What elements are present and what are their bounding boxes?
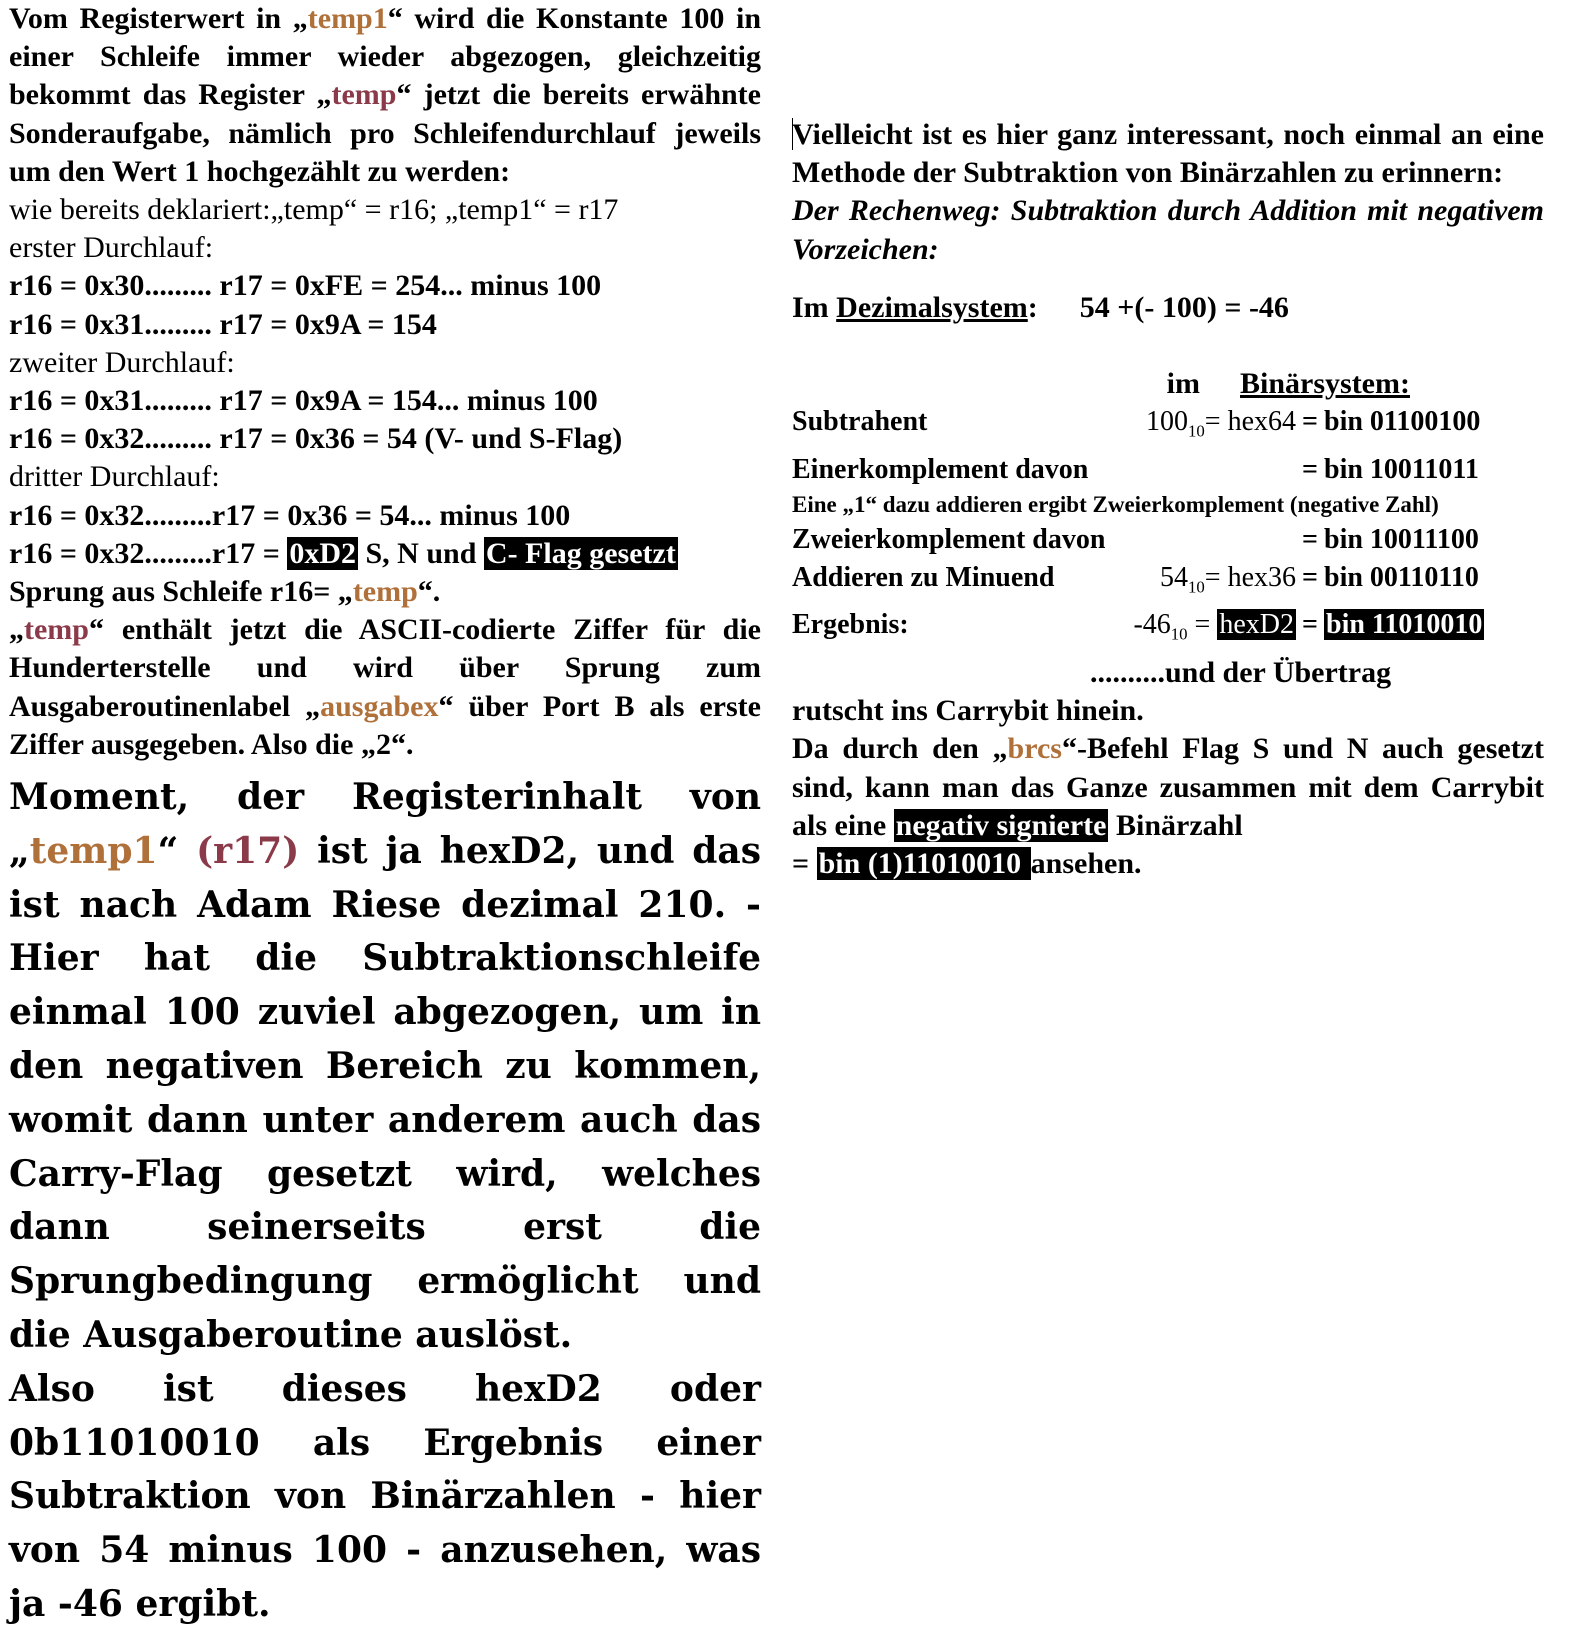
pass-1-label: erster Durchlauf:: [9, 231, 214, 265]
row-label: Zweierkomplement davon: [792, 523, 1106, 555]
text-run: im: [1166, 367, 1200, 401]
add-minuend-row: [792, 559, 1544, 607]
text-run: 54: [1160, 561, 1188, 593]
text-run: S, N und: [358, 536, 484, 570]
jump-line: [9, 573, 761, 611]
text-run: = hex36: [1204, 561, 1296, 593]
text-run: :: [1027, 290, 1038, 324]
text-run: ansehen.: [1030, 847, 1142, 881]
highlight-hexd2: hexD2: [1219, 609, 1294, 641]
keyword-ausgabex: ausgabex: [320, 689, 439, 723]
decimal-system-label: Dezimalsystem: [836, 290, 1028, 324]
row-label: Einerkomplement davon: [792, 453, 1089, 485]
base-subscript: 10: [1170, 625, 1188, 644]
text-run: “: [157, 829, 197, 872]
text-run: “.: [417, 575, 441, 609]
text-run: „: [9, 613, 24, 647]
keyword-r17: (r17): [196, 829, 300, 872]
row-binary: bin 10011100: [1324, 523, 1479, 555]
text-run: 100: [1146, 406, 1188, 438]
result-paragraph: Also ist dieses hexD2 oder 0b11010010 als Ergebnis einer Subtraktion von Binärzahlen - hier von 54 minus 100 - anzusehen, was ja -46 ergibt.: [9, 1367, 761, 1626]
row-label: Ergebnis:: [792, 609, 909, 641]
right-column: [792, 0, 1544, 883]
pass-1-line-2: r16 = 0x31......... r17 = 0x9A = 154: [9, 307, 437, 341]
decimal-line: [792, 289, 1544, 327]
pass-2-line-1: r16 = 0x31......... r17 = 0x9A = 154... minus 100: [9, 384, 598, 418]
ones-complement-row: [792, 451, 1544, 489]
row-decimal: [1106, 606, 1296, 654]
text-run: “ wird die Konstante 100 in einer Schleife immer wieder abgezogen, gleichzeitig bekommt das Register „: [9, 2, 762, 112]
keyword-brcs: brcs: [1007, 732, 1062, 766]
brcs-paragraph: [792, 730, 1544, 883]
pass-3-line-2: [9, 535, 761, 573]
text-run: =: [792, 847, 817, 881]
keyword-temp1: temp1: [29, 829, 158, 872]
pass-3-label: dritter Durchlauf:: [9, 460, 220, 494]
left-column: [9, 0, 761, 1632]
text-run: “-Befehl Flag S und N auch gesetzt sind, kann man das Ganze zusammen mit dem Carrybit als eine: [792, 732, 1544, 842]
row-label: Subtrahent: [792, 406, 928, 438]
binary-system-label: Binärsystem:: [1240, 367, 1410, 401]
base-subscript: 10: [1188, 577, 1205, 597]
decimal-equation: 54 +(- 100) = -46: [1079, 290, 1289, 324]
text-run: ist ja hexD2, und das ist nach Adam Riese dezimal 210. - Hier hat die Subtraktionschleife einmal 100 zuviel abgezogen, um in den negativen Bereich zu kommen, womit dann unter anderem auch das Carry-Flag gesetzt wird, welches dann seinerseits erst die Sprungbedingung ermöglicht und die Ausgaberoutine auslöst.: [9, 829, 761, 1357]
spacer: [792, 0, 1544, 116]
twos-complement-row: [792, 521, 1544, 559]
text-run: r16 = 0x32.........r17 =: [9, 536, 288, 570]
text-run: -46: [1133, 609, 1171, 641]
row-label: Addieren zu Minuend: [792, 561, 1055, 593]
keyword-temp: temp: [331, 78, 397, 112]
equals-sign: =: [1302, 453, 1318, 485]
pass-1-line-1: r16 = 0x30......... r17 = 0xFE = 254... minus 100: [9, 269, 602, 303]
highlight-0xd2: 0xD2: [289, 536, 356, 570]
highlight-negativ-signierte: negativ signierte: [895, 808, 1107, 842]
base-subscript: 10: [1188, 421, 1205, 441]
text-run: = hex64: [1204, 406, 1296, 438]
result-row: [792, 606, 1544, 654]
equals-sign: =: [1302, 523, 1318, 555]
text-run: Im: [792, 290, 837, 324]
note-line: Eine „1“ dazu addieren ergibt Zweierkomplement (negative Zahl): [792, 491, 1439, 517]
highlight-result-binary: bin 11010010: [1326, 609, 1483, 641]
highlight-signed-binary: bin (1)11010010: [818, 847, 1029, 881]
text-run: Vom Registerwert in „: [9, 2, 308, 35]
text-run: Moment, der Registerinhalt von „: [9, 776, 761, 872]
right-intro: Vielleicht ist es hier ganz interessant, noch einmal an eine Methode der Subtraktion von Binärzahlen zu erinnern:: [792, 118, 1544, 190]
moment-paragraph: [9, 771, 761, 1363]
highlight-c-flag: C- Flag gesetzt: [485, 536, 676, 570]
row-decimal: [1106, 403, 1296, 451]
text-run: Da durch den „: [792, 732, 1008, 766]
row-binary: bin 10011011: [1324, 453, 1479, 485]
row-binary: [1324, 606, 1544, 654]
binary-heading: [792, 365, 1544, 403]
carry-line: ..........und der Übertrag: [1090, 656, 1392, 689]
text-run: “ enthält jetzt die ASCII-codierte Ziffer für die Hunderterstelle und wird über Sprung zum Ausgaberoutinenlabel „: [9, 613, 761, 723]
text-run: Binärzahl: [1108, 808, 1243, 842]
keyword-temp: temp: [24, 613, 89, 647]
row-binary: bin 00110110: [1324, 561, 1479, 593]
pass-2-line-2: r16 = 0x32......... r17 = 0x36 = 54 (V- und S-Flag): [9, 422, 623, 456]
equals-sign: =: [1302, 609, 1318, 641]
text-run: Sprung aus Schleife r16= „: [9, 575, 353, 609]
keyword-temp1: temp1: [307, 2, 388, 35]
row-binary: bin 01100100: [1324, 406, 1481, 438]
equals-sign: =: [1302, 406, 1318, 438]
text-run: “ jetzt die bereits erwähnte Sonderaufgabe, nämlich pro Schleifendurchlauf jeweils um den Wert 1 hochgezählt zu werden:: [9, 78, 761, 188]
equals-sign: =: [1302, 561, 1318, 593]
pass-2-label: zweiter Durchlauf:: [9, 345, 235, 379]
row-decimal: [1106, 451, 1296, 489]
keyword-temp: temp: [352, 575, 418, 609]
subtrahend-row: [792, 403, 1544, 451]
text-run: =: [1187, 609, 1218, 641]
intro-paragraph: [9, 0, 761, 191]
row-decimal: [1106, 559, 1296, 607]
declaration-line: wie bereits deklariert:„temp“ = r16; „temp1“ = r17: [9, 193, 619, 227]
method-heading: Der Rechenweg: Subtraktion durch Addition mit negativem Vorzeichen:: [792, 194, 1544, 266]
pass-3-line-1: r16 = 0x32.........r17 = 0x36 = 54... minus 100: [9, 498, 571, 532]
carry-sentence: rutscht ins Carrybit hinein.: [792, 694, 1144, 728]
ascii-paragraph: [9, 611, 761, 764]
row-decimal: [1106, 521, 1296, 559]
text-run: “ über Port B als erste Ziffer ausgegeben. Also die „2“.: [9, 689, 761, 761]
